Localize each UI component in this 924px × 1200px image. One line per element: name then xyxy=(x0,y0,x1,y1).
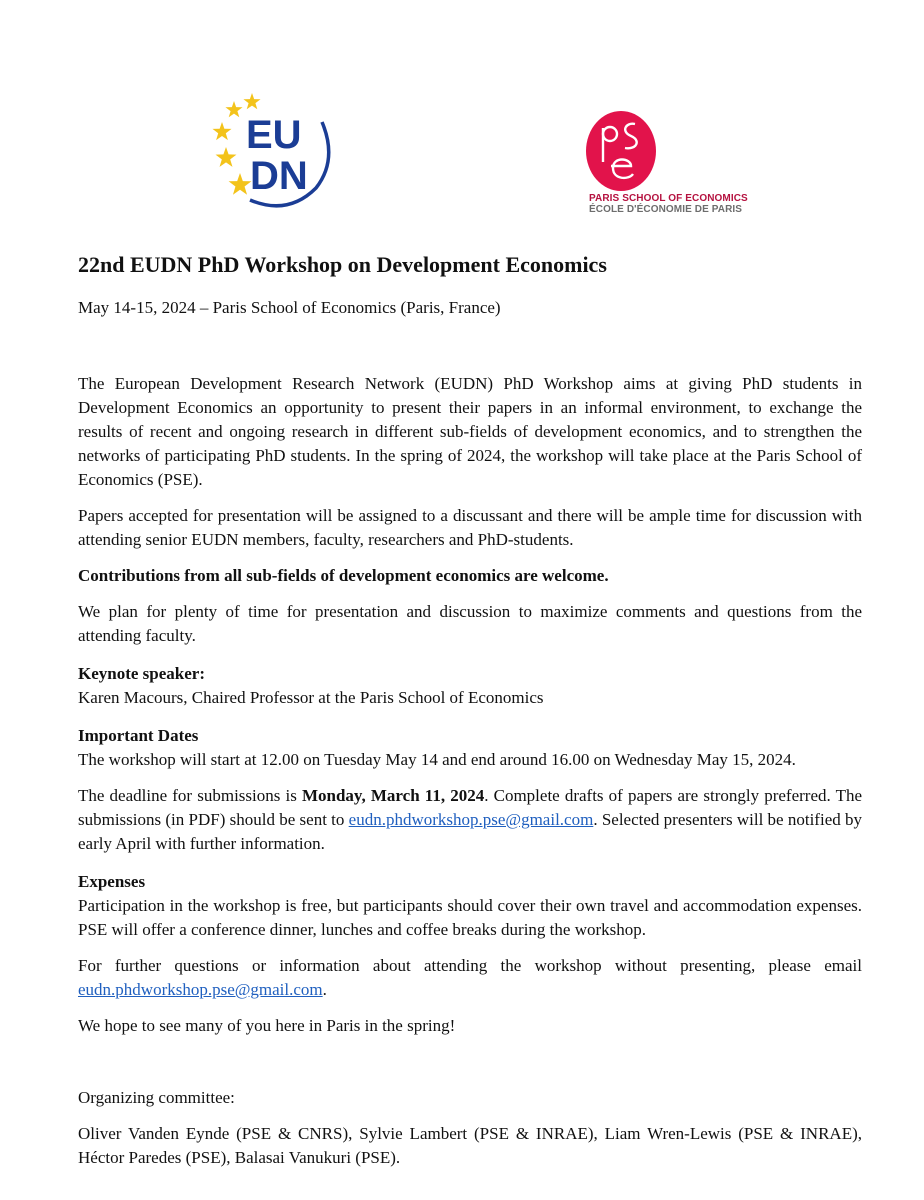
questions-text: For further questions or information about attending the workshop without presenting, please email xyxy=(78,956,862,975)
document-title: 22nd EUDN PhD Workshop on Development Economics xyxy=(78,252,607,277)
intro-paragraph: The European Development Research Network (EUDN) PhD Workshop aims at giving PhD students in Development Economics an opportunity to present their papers in an informal environment, to exchange the results of recent and ongoing research in different sub-fields of development economics, and to strengthen the networks of participating PhD students. In the spring of 2024, the workshop will take place at the Paris School of Economics (PSE). xyxy=(78,374,862,489)
questions-text-end: . xyxy=(322,980,327,999)
deadline-date: Monday, March 11, 2024 xyxy=(301,786,485,805)
expenses-paragraph: Participation in the workshop is free, but participants should cover their own travel and accommodation expenses. PSE will offer a conference dinner, lunches and coffee breaks during the workshop. xyxy=(78,896,862,939)
deadline-text-end: . Selected presenters will be notified by early April with further information. xyxy=(78,810,862,853)
contributions-statement: Contributions from all sub-fields of development economics are welcome. xyxy=(78,566,609,585)
pse-logo-name-en: PARIS SCHOOL OF ECONOMICS xyxy=(589,193,748,204)
papers-paragraph: Papers accepted for presentation will be assigned to a discussant and there will be ample time for discussion with attending senior EUDN members, faculty, researchers and PhD-students. xyxy=(78,506,862,549)
committee-members: Oliver Vanden Eynde (PSE & CNRS), Sylvie Lambert (PSE & INRAE), Liam Wren-Lewis (PSE & INRAE), Héctor Paredes (PSE), Balasai Vanukuri (PSE). xyxy=(78,1124,862,1167)
questions-paragraph xyxy=(78,954,862,1002)
document-body xyxy=(78,251,862,1170)
eudn-logo-line1: EU xyxy=(246,113,302,157)
closing-line: We hope to see many of you here in Paris in the spring! xyxy=(78,1016,456,1035)
pse-logo xyxy=(585,110,748,218)
dates-paragraph: The workshop will start at 12.00 on Tuesday May 14 and end around 16.00 on Wednesday May 15, 2024. xyxy=(78,750,796,769)
deadline-paragraph xyxy=(78,784,862,856)
keynote-heading: Keynote speaker: xyxy=(78,664,206,683)
contact-email-link[interactable]: eudn.phdworkshop.pse@gmail.com xyxy=(78,980,323,999)
submission-email-link[interactable]: eudn.phdworkshop.pse@gmail.com xyxy=(348,810,594,829)
dates-heading: Important Dates xyxy=(78,726,199,745)
eudn-logo-line2: DN xyxy=(250,154,308,198)
keynote-speaker: Karen Macours, Chaired Professor at the Paris School of Economics xyxy=(78,688,544,707)
plan-paragraph: We plan for plenty of time for presentation and discussion to maximize comments and questions from the attending faculty. xyxy=(78,602,862,645)
event-date-location: May 14-15, 2024 – Paris School of Economics (Paris, France) xyxy=(78,298,501,317)
pse-logo-name-fr: ÉCOLE D'ÉCONOMIE DE PARIS xyxy=(589,204,743,215)
deadline-text-start: The deadline for submissions is xyxy=(78,786,302,805)
deadline-text-middle: . Complete drafts of papers are strongly preferred. The submissions (in PDF) should be sent to xyxy=(78,786,862,829)
eudn-logo xyxy=(210,92,340,218)
expenses-heading: Expenses xyxy=(78,872,146,891)
pse-logo-circle xyxy=(586,111,656,191)
committee-heading: Organizing committee: xyxy=(78,1088,235,1107)
